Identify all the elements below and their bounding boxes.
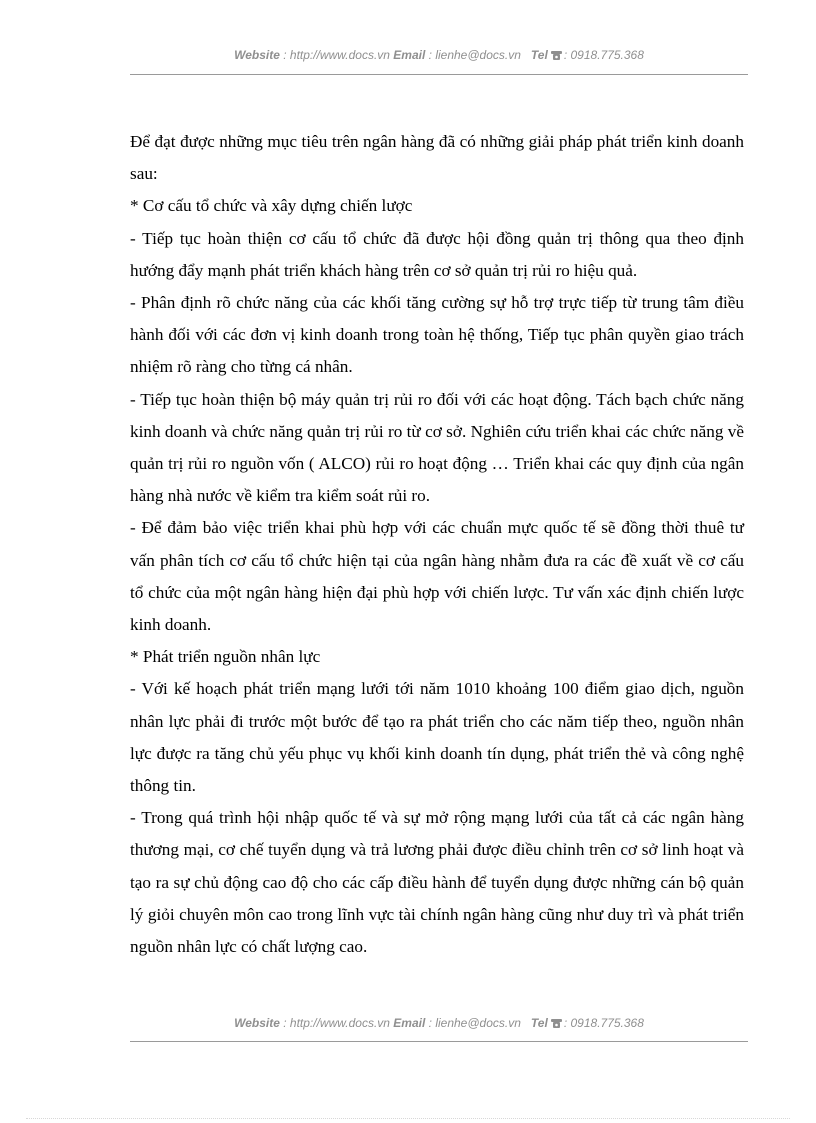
footer-email-label: Email [393, 1016, 426, 1030]
page-edge-divider [26, 1118, 790, 1119]
footer-email-sep: : [425, 1016, 436, 1030]
header-tel-value: 0918.775.368 [570, 48, 644, 62]
footer-tel-value: 0918.775.368 [570, 1016, 644, 1030]
phone-icon [551, 1018, 562, 1028]
header-tel-sep: : [563, 48, 571, 62]
footer-website-sep: : [279, 1016, 290, 1030]
document-body [130, 126, 744, 963]
header-email-value[interactable]: lienhe@docs.vn [435, 48, 521, 62]
header-email-sep: : [425, 48, 436, 62]
header-tel-label: Tel [530, 48, 548, 62]
footer-tel-sep: : [563, 1016, 571, 1030]
footer-website-url[interactable]: http://www.docs.vn [289, 1016, 390, 1030]
page-footer [130, 1016, 748, 1030]
header-divider [130, 74, 748, 75]
footer-website-label: Website [234, 1016, 280, 1030]
body-paragraph: - Tiếp tục hoàn thiện cơ cấu tổ chức đã được hội đồng quản trị thông qua theo định hướng đẩy mạnh phát triển khách hàng trên cơ sở quản trị rủi ro hiệu quả. [130, 228, 744, 280]
body-paragraph: - Phân định rõ chức năng của các khối tăng cường sự hỗ trợ trực tiếp từ trung tâm điều hành đối với các đơn vị kinh doanh trong toàn hệ thống, Tiếp tục phân quyền giao trách nhiệm rõ ràng cho từng cá nhân. [130, 293, 744, 377]
header-email-label: Email [393, 48, 426, 62]
header-website-label: Website [234, 48, 280, 62]
body-paragraph: - Tiếp tục hoàn thiện bộ máy quản trị rủi ro đối với các hoạt động. Tách bạch chức năng kinh doanh và chức năng quản trị rủi ro từ cơ sở. Nghiên cứu triển khai các chức năng về quản trị rủi ro nguồn vốn ( ALCO) rủi ro hoạt động … Triển khai các quy định của ngân hàng nhà nước về kiểm tra kiểm soát rủi ro. [130, 389, 744, 506]
page-header [130, 48, 748, 62]
footer-email-value[interactable]: lienhe@docs.vn [435, 1016, 521, 1030]
body-paragraph: - Trong quá trình hội nhập quốc tế và sự mở rộng mạng lưới của tất cả các ngân hàng thương mại, cơ chế tuyển dụng và trả lương phải được điều chỉnh trên cơ sở linh hoạt và tạo ra sự chủ động cao độ cho các cấp điều hành để tuyển dụng được những cán bộ quản lý giỏi chuyên môn cao trong lĩnh vực tài chính ngân hàng cũng như duy trì và phát triển nguồn nhân lực có chất lượng cao. [130, 808, 744, 957]
section-heading: * Phát triển nguồn nhân lực [130, 647, 321, 667]
header-website-sep: : [279, 48, 290, 62]
footer-divider [130, 1041, 748, 1042]
body-paragraph: - Để đảm bảo việc triển khai phù hợp với các chuẩn mực quốc tế sẽ đồng thời thuê tư vấn phân tích cơ cấu tổ chức hiện tại của ngân hàng nhằm đưa ra các đề xuất về cơ cấu tổ chức của một ngân hàng hiện đại phù hợp với chiến lược. Tư vấn xác định chiến lược kinh doanh. [130, 518, 744, 635]
section-heading: * Cơ cấu tổ chức và xây dựng chiến lược [130, 196, 413, 216]
phone-icon [551, 50, 562, 60]
body-paragraph: Để đạt được những mục tiêu trên ngân hàng đã có những giải pháp phát triển kinh doanh sau: [130, 132, 744, 184]
header-website-url[interactable]: http://www.docs.vn [289, 48, 390, 62]
footer-tel-label: Tel [530, 1016, 548, 1030]
body-paragraph: - Với kế hoạch phát triển mạng lưới tới năm 1010 khoảng 100 điểm giao dịch, nguồn nhân lực phải đi trước một bước để tạo ra phát triển cho các năm tiếp theo, nguồn nhân lực được ra tăng chủ yếu phục vụ khối kinh doanh tín dụng, phát triển thẻ và công nghệ thông tin. [130, 679, 744, 796]
